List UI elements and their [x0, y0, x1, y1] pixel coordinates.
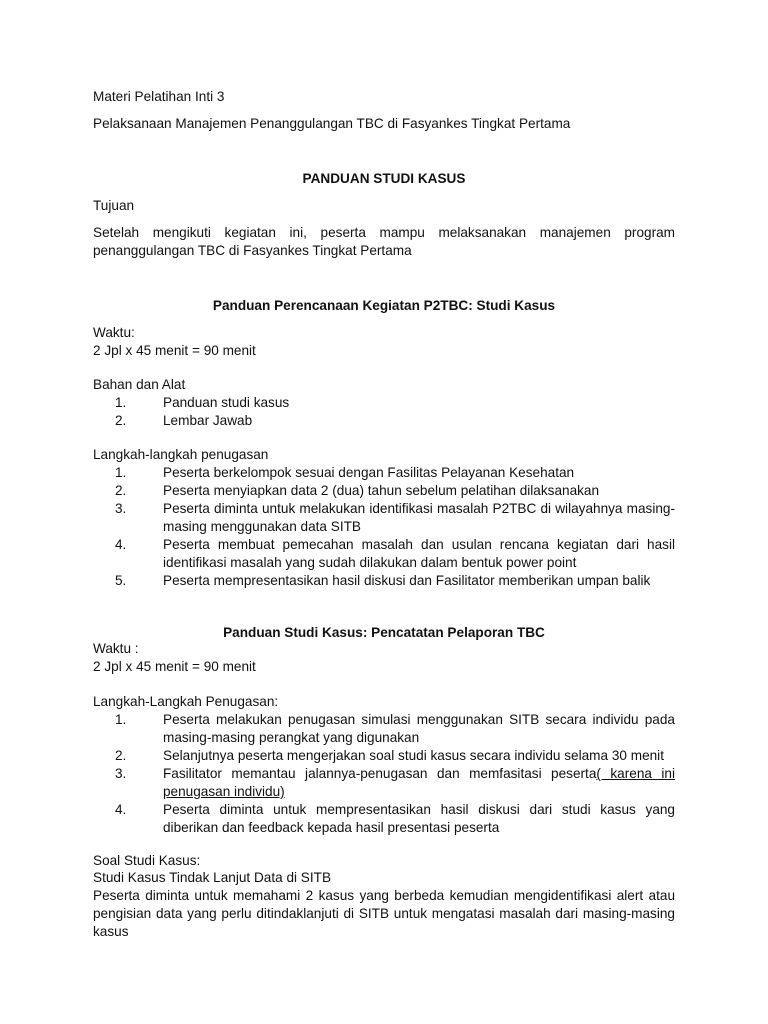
langkah-label: Langkah-langkah penugasan — [93, 447, 269, 462]
list-number: 3. — [115, 501, 127, 516]
tujuan-text: Setelah mengikuti kegiatan ini, peserta mampu melaksanakan manajemen program penanggulangan TBC di Fasyankes Tingkat Pertama — [93, 225, 675, 258]
list-item — [93, 500, 675, 536]
module-subtitle: Pelaksanaan Manajemen Penanggulangan TBC di Fasyankes Tingkat Pertama — [93, 116, 571, 131]
list-number: 2. — [115, 748, 127, 763]
list-text: Lembar Jawab — [163, 413, 253, 428]
soal-body: Peserta diminta untuk memahami 2 kasus yang berbeda kemudian mengidentifikasi alert atau pengisian data yang perlu ditindaklanjuti di SITB untuk mengatasi masalah dari masing-masing kasus — [93, 888, 675, 939]
list-item — [93, 711, 675, 747]
list-number: 1. — [115, 712, 127, 727]
soal-label: Soal Studi Kasus: — [93, 853, 201, 868]
list-text: Peserta membuat pemecahan masalah dan usulan rencana kegiatan dari hasil identifikasi masalah yang sudah dilakukan dalam bentuk power point — [163, 537, 675, 570]
list-text — [163, 765, 675, 801]
list-number: 1. — [115, 465, 127, 480]
bahan-label: Bahan dan Alat — [93, 377, 186, 392]
list-text: Selanjutnya peserta mengerjakan soal studi kasus secara individu selama 30 menit — [163, 748, 664, 763]
list-text: Peserta diminta untuk melakukan identifikasi masalah P2TBC di wilayahnya masing-masing menggunakan data SITB — [163, 501, 675, 534]
tujuan-label: Tujuan — [93, 198, 135, 213]
section1-waktu-label: Waktu: — [93, 325, 135, 340]
langkah-list — [93, 464, 675, 590]
list-number: 2. — [115, 413, 127, 428]
list-number: 4. — [115, 537, 127, 552]
module-title: Materi Pelatihan Inti 3 — [93, 89, 225, 104]
page-title: PANDUAN STUDI KASUS — [302, 171, 466, 186]
list-number: 4. — [115, 802, 127, 817]
list-text: Peserta melakukan penugasan simulasi menggunakan SITB secara individu pada masing-masing perangkat yang digunakan — [163, 712, 675, 745]
list-text: Peserta menyiapkan data 2 (dua) tahun sebelum pelatihan dilaksanakan — [163, 483, 600, 498]
soal-sub-label: Studi Kasus Tindak Lanjut Data di SITB — [93, 870, 332, 885]
list-number: 1. — [115, 395, 127, 410]
section2-heading: Panduan Studi Kasus: Pencatatan Pelaporan TBC — [223, 625, 545, 640]
list-text: Peserta diminta untuk mempresentasikan hasil diskusi dari studi kasus yang diberikan dan feedback kepada hasil presentasi peserta — [163, 802, 675, 835]
section2-waktu-value: 2 Jpl x 45 menit = 90 menit — [93, 659, 256, 674]
list-number: 3. — [115, 766, 127, 781]
list-text: Panduan studi kasus — [163, 395, 290, 410]
list-item — [93, 482, 675, 500]
section2-waktu-label: Waktu : — [93, 641, 139, 656]
list-text: Peserta mempresentasikan hasil diskusi dan Fasilitator memberikan umpan balik — [163, 573, 651, 588]
list-item — [93, 394, 675, 412]
list-item — [93, 747, 675, 765]
list-item — [93, 536, 675, 572]
list-text: Peserta berkelompok sesuai dengan Fasilitas Pelayanan Kesehatan — [163, 465, 575, 480]
section1-waktu-value: 2 Jpl x 45 menit = 90 menit — [93, 343, 256, 358]
list-item — [93, 464, 675, 482]
list-item — [93, 572, 675, 590]
bahan-list — [93, 394, 675, 430]
section2-langkah-list — [93, 711, 675, 837]
list-number: 2. — [115, 483, 127, 498]
list-text-main: Fasilitator memantau jalannya-penugasan dan memfasitasi peserta — [163, 766, 597, 781]
list-text-underlined: ( karena ini penugasan individu) — [163, 766, 676, 799]
section2-langkah-label: Langkah-Langkah Penugasan: — [93, 694, 279, 709]
list-item — [93, 801, 675, 837]
list-number: 5. — [115, 573, 127, 588]
list-item — [93, 412, 675, 430]
section1-heading: Panduan Perencanaan Kegiatan P2TBC: Studi Kasus — [212, 298, 556, 313]
list-item — [93, 765, 675, 801]
